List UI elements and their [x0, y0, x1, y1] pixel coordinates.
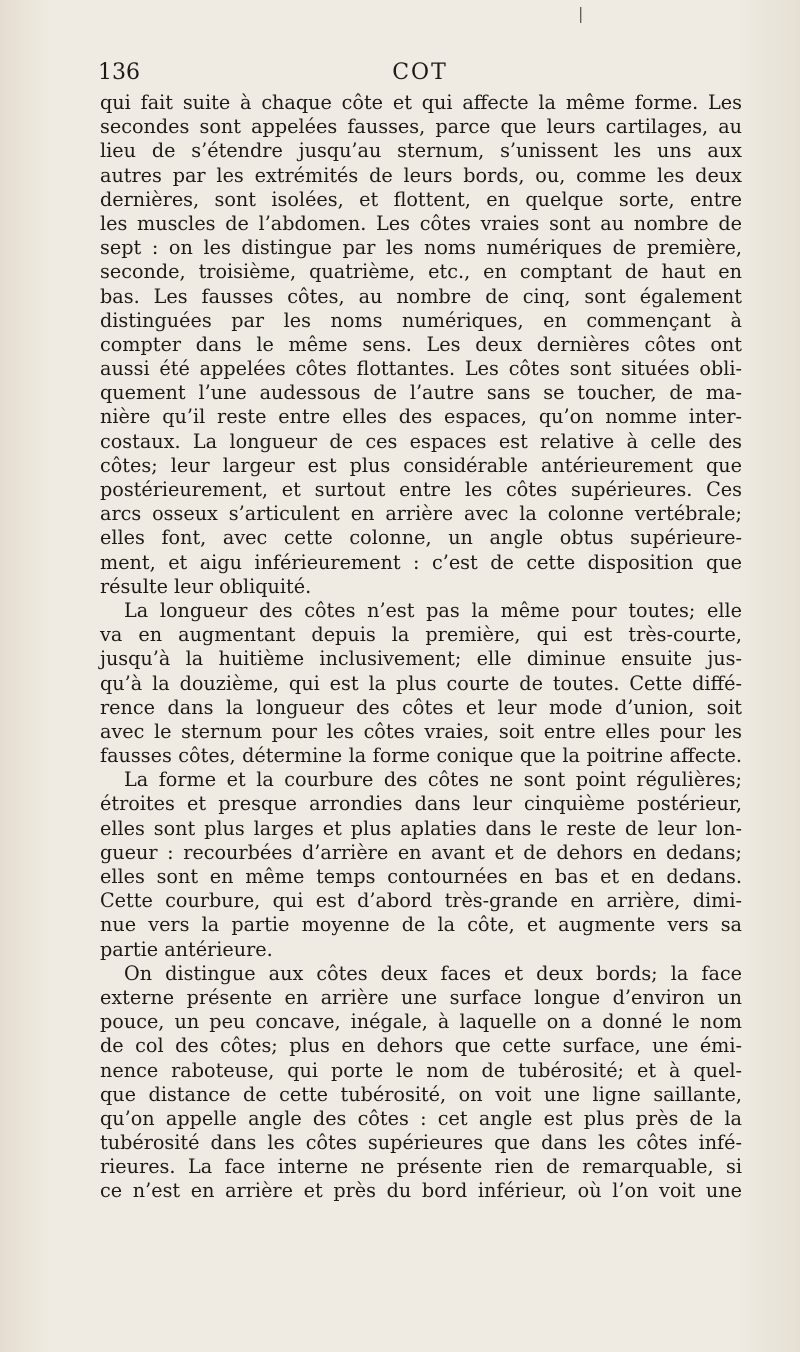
text-line: gueur : recourbées d’arrière en avant et de dehors en dedans; — [100, 840, 742, 864]
text-line: étroites et presque arrondies dans leur cinquième postérieur, — [100, 792, 742, 816]
text-line: nière qu’il reste entre elles des espaces, qu’on nomme inter- — [100, 405, 742, 429]
text-line: On distingue aux côtes deux faces et deux bords; la face — [124, 961, 742, 985]
text-line: qui fait suite à chaque côte et qui affecte la même forme. Les — [100, 91, 742, 114]
text-line: rieures. La face interne ne présente rien de remarquable, si — [100, 1155, 742, 1179]
text-line: nue vers la partie moyenne de la côte, et augmente vers sa — [100, 913, 742, 937]
text-line: elles font, avec cette colonne, un angle obtus supérieure- — [100, 526, 742, 550]
running-head: COT — [392, 60, 448, 85]
text-line: secondes sont appelées fausses, parce que leurs cartilages, au — [100, 115, 742, 139]
text-line: distinguées par les noms numériques, en commençant à — [100, 308, 742, 332]
text-line: autres par les extrémités de leurs bords, ou, comme les deux — [100, 163, 742, 187]
text-line: costaux. La longueur de ces espaces est relative à celle des — [100, 429, 742, 453]
text-line: nence raboteuse, qui porte le nom de tubérosité; et à quel- — [100, 1058, 742, 1082]
text-line: externe présente en arrière une surface longue d’environ un — [100, 985, 742, 1009]
margin-mark: | — [578, 4, 584, 23]
text-line: pouce, un peu concave, inégale, à laquelle on a donné le nom — [100, 1010, 742, 1034]
text-line: jusqu’à la huitième inclusivement; elle diminue ensuite jus- — [100, 647, 742, 671]
text-line: La forme et la courbure des côtes ne sont point régulières; — [124, 768, 742, 792]
text-line: Cette courbure, qui est d’abord très-grande en arrière, dimi- — [100, 889, 742, 913]
text-line: fausses côtes, détermine la forme conique que la poitrine affecte. — [100, 744, 742, 768]
text-line: qu’à la douzième, qui est la plus courte de toutes. Cette diffé- — [100, 671, 742, 695]
text-line: compter dans le même sens. Les deux dernières côtes ont — [100, 332, 742, 356]
text-line: postérieurement, et surtout entre les côtes supérieures. Ces — [100, 478, 742, 501]
text-line: arcs osseux s’articulent en arrière avec la colonne vertébrale; — [100, 502, 742, 526]
text-line: quement l’une audessous de l’autre sans se toucher, de ma- — [100, 381, 742, 405]
text-line: avec le sternum pour les côtes vraies, soit entre elles pour les — [100, 719, 742, 743]
text-line: ment, et aigu inférieurement : c’est de cette disposition que — [100, 550, 742, 574]
text-line: les muscles de l’abdomen. Les côtes vraies sont au nombre de — [100, 211, 742, 235]
body-text — [100, 91, 742, 1204]
text-line: partie antérieure. — [100, 937, 273, 961]
text-line: sept : on les distingue par les noms numériques de première, — [100, 236, 742, 260]
text-line: côtes; leur largeur est plus considérable antérieurement que — [100, 453, 742, 477]
text-line: seconde, troisième, quatrième, etc., en comptant de haut en — [100, 260, 742, 284]
text-line: rence dans la longueur des côtes et leur mode d’union, soit — [100, 695, 742, 719]
text-line: qu’on appelle angle des côtes : cet angle est plus près de la — [100, 1106, 742, 1130]
text-line: ce n’est en arrière et près du bord inférieur, où l’on voit une — [100, 1179, 742, 1203]
text-line: de col des côtes; plus en dehors que cette surface, une émi- — [100, 1034, 742, 1058]
text-line: résulte leur obliquité. — [100, 574, 312, 598]
text-line: lieu de s’étendre jusqu’au sternum, s’unissent les uns aux — [100, 139, 742, 163]
text-line: bas. Les fausses côtes, au nombre de cinq, sont également — [100, 284, 742, 308]
text-line: aussi été appelées côtes flottantes. Les côtes sont situées obli- — [100, 357, 742, 381]
text-line: va en augmentant depuis la première, qui est très-courte, — [100, 623, 742, 647]
text-line: elles sont en même temps contournées en bas et en dedans. — [100, 865, 742, 888]
text-line: dernières, sont isolées, et flottent, en quelque sorte, entre — [100, 187, 742, 211]
text-line: tubérosité dans les côtes supérieures que dans les côtes infé- — [100, 1131, 742, 1155]
text-line: La longueur des côtes n’est pas la même pour toutes; elle — [124, 598, 742, 622]
text-line: elles sont plus larges et plus aplaties dans le reste de leur lon- — [100, 816, 742, 840]
text-line: que distance de cette tubérosité, on voit une ligne saillante, — [100, 1082, 742, 1106]
page-header — [98, 60, 742, 94]
page-number: 136 — [98, 60, 140, 85]
